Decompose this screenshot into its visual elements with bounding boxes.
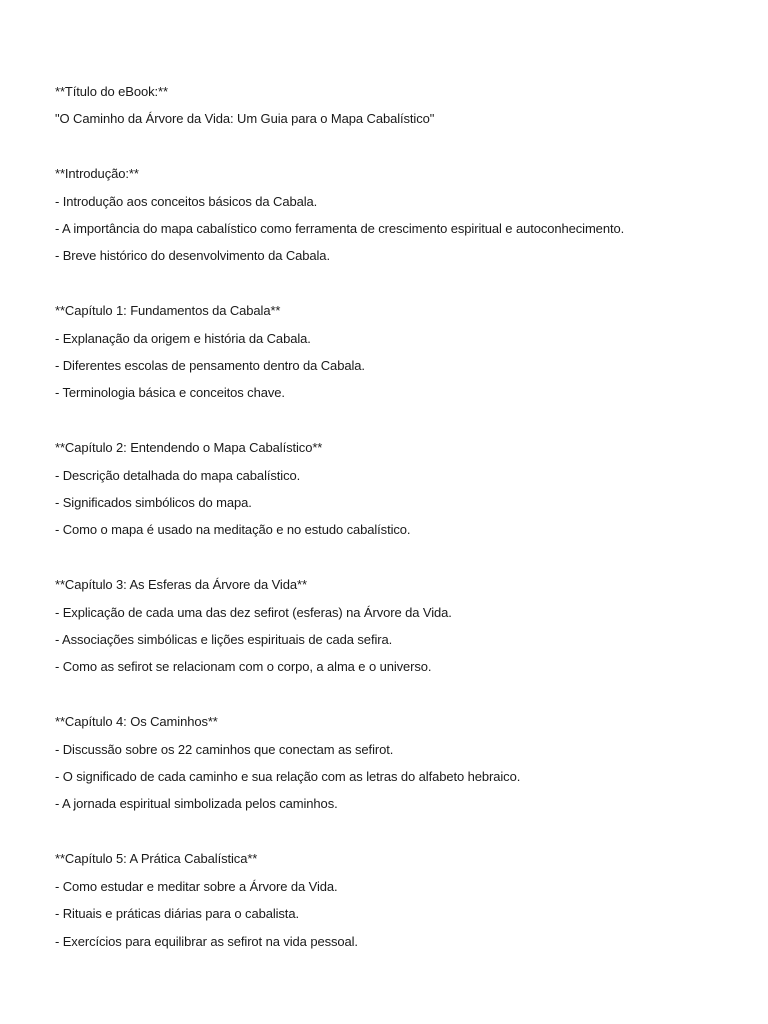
section-heading: **Capítulo 2: Entendendo o Mapa Cabalístico** (55, 440, 323, 456)
section-chapter-5 (55, 845, 745, 955)
list-item: - A importância do mapa cabalístico como ferramenta de crescimento espiritual e autoconhecimento. (55, 221, 625, 237)
list-item: - Rituais e práticas diárias para o cabalista. (55, 906, 299, 922)
ebook-title-heading: **Título do eBook:** (55, 84, 168, 99)
list-item: - Associações simbólicas e lições espirituais de cada sefira. (55, 632, 393, 648)
list-item: - Explicação de cada uma das dez sefirot (esferas) na Árvore da Vida. (55, 604, 452, 620)
section-chapter-1 (55, 297, 745, 407)
ebook-title-text: "O Caminho da Árvore da Vida: Um Guia para o Mapa Cabalístico" (55, 111, 435, 127)
blank-line (55, 818, 745, 845)
ebook-title-block (55, 78, 745, 133)
list-item: - Explanação da origem e história da Cabala. (55, 330, 311, 346)
list-item: - Como as sefirot se relacionam com o corpo, a alma e o universo. (55, 659, 432, 675)
section-heading: **Capítulo 4: Os Caminhos** (55, 714, 218, 730)
blank-line (55, 270, 745, 297)
section-chapter-2 (55, 434, 745, 544)
list-item: - O significado de cada caminho e sua relação com as letras do alfabeto hebraico. (55, 769, 521, 785)
section-introduction (55, 160, 745, 270)
list-item: - Terminologia básica e conceitos chave. (55, 385, 285, 401)
section-heading: **Introdução:** (55, 166, 139, 182)
list-item: - Breve histórico do desenvolvimento da Cabala. (55, 248, 330, 264)
list-item: - Exercícios para equilibrar as sefirot na vida pessoal. (55, 933, 358, 949)
section-chapter-3 (55, 571, 745, 681)
blank-line (55, 407, 745, 434)
section-heading: **Capítulo 3: As Esferas da Árvore da Vida** (55, 577, 307, 593)
list-item: - Como estudar e meditar sobre a Árvore da Vida. (55, 878, 338, 894)
list-item: - Como o mapa é usado na meditação e no estudo cabalístico. (55, 522, 411, 538)
list-item: - Descrição detalhada do mapa cabalístico. (55, 467, 301, 483)
list-item: - Diferentes escolas de pensamento dentro da Cabala. (55, 358, 365, 374)
list-item: - Discussão sobre os 22 caminhos que conectam as sefirot. (55, 741, 394, 757)
list-item: - Significados simbólicos do mapa. (55, 495, 252, 511)
section-chapter-4 (55, 708, 745, 818)
blank-line (55, 133, 745, 160)
blank-line (55, 544, 745, 571)
section-heading: **Capítulo 1: Fundamentos da Cabala** (55, 303, 281, 319)
list-item: - A jornada espiritual simbolizada pelos caminhos. (55, 796, 338, 812)
document-body (55, 78, 745, 955)
blank-line (55, 681, 745, 708)
section-heading: **Capítulo 5: A Prática Cabalística** (55, 851, 258, 867)
list-item: - Introdução aos conceitos básicos da Cabala. (55, 193, 318, 209)
